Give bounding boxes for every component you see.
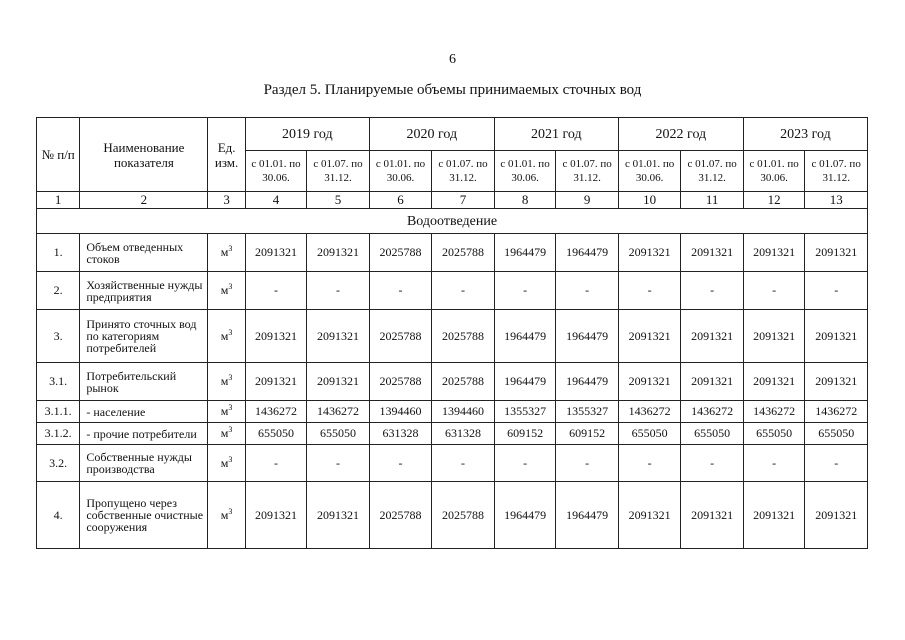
value-cell: 655050 [743,423,805,445]
value-cell: 655050 [245,423,307,445]
unit-superscript: 3 [228,506,233,516]
unit-superscript: 3 [228,373,233,382]
row-name: Объем отведенных стоков [80,234,208,272]
value-cell: 2091321 [743,310,805,363]
unit-base: м [220,404,229,418]
value-cell: - [245,272,307,310]
value-cell: - [245,445,307,482]
value-cell: 2091321 [245,363,307,401]
column-number: 5 [307,192,370,209]
value-cell: - [494,445,556,482]
year-header-row [37,118,868,151]
value-cell: 2091321 [743,482,805,549]
value-cell: - [556,272,619,310]
column-number: 6 [369,192,432,209]
value-cell: 1964479 [494,482,556,549]
column-number: 8 [494,192,556,209]
header-period: с 01.01. по 30.06. [618,151,681,192]
table-row [37,272,868,310]
value-cell: 2091321 [307,234,370,272]
unit-base: м [220,283,229,297]
row-name: Потребительский рынок [80,363,208,401]
value-cell: 1964479 [556,310,619,363]
value-cell: - [805,272,868,310]
row-number: 3.2. [37,445,80,482]
value-cell: - [743,272,805,310]
value-cell: 1964479 [556,234,619,272]
value-cell: 2091321 [681,234,744,272]
row-number: 3.1. [37,363,80,401]
column-number: 13 [805,192,868,209]
value-cell: 655050 [681,423,744,445]
column-number: 11 [681,192,744,209]
header-period: с 01.07. по 31.12. [556,151,619,192]
row-number: 3.1.1. [37,401,80,423]
column-number: 4 [245,192,307,209]
section-title: Раздел 5. Планируемые объемы принимаемых сточных вод [263,82,642,98]
header-year: 2021 год [494,118,618,151]
value-cell: 1436272 [805,401,868,423]
header-period: с 01.01. по 30.06. [369,151,432,192]
row-unit [208,445,245,482]
unit-base: м [220,455,229,470]
row-name: - прочие потребители [80,423,208,445]
value-cell: 2091321 [245,482,307,549]
value-cell: 1394460 [432,401,495,423]
header-year: 2022 год [618,118,743,151]
row-number: 1. [37,234,80,272]
table-row [37,401,868,423]
header-year: 2020 год [369,118,494,151]
row-name: Принято сточных вод по категориям потребителей [80,310,208,363]
value-cell: 2025788 [432,482,495,549]
row-name: - население [80,401,208,423]
value-cell: 2091321 [245,310,307,363]
value-cell: - [432,272,495,310]
column-number: 2 [80,192,208,209]
column-number: 12 [743,192,805,209]
value-cell: 2091321 [681,363,744,401]
value-cell: 2091321 [307,482,370,549]
row-name: Пропущено через собственные очистные сооружения [80,482,208,549]
wastewater-volume-table [36,117,868,549]
value-cell: - [307,445,370,482]
value-cell: - [369,272,432,310]
header-num: № п/п [37,118,80,192]
value-cell: 2091321 [245,234,307,272]
value-cell: 631328 [369,423,432,445]
value-cell: 1355327 [494,401,556,423]
page-number: 6 [449,52,456,67]
value-cell: - [369,445,432,482]
column-number-row [37,192,868,209]
header-period: с 01.07. по 31.12. [432,151,495,192]
row-unit [208,234,245,272]
row-unit [208,363,245,401]
unit-superscript: 3 [228,282,233,291]
row-number: 4. [37,482,80,549]
value-cell: 2091321 [618,363,681,401]
column-number: 10 [618,192,681,209]
value-cell: 2091321 [307,310,370,363]
row-unit [208,482,245,549]
table-row [37,445,868,482]
row-name: Собственные нужды производства [80,445,208,482]
value-cell: 609152 [556,423,619,445]
value-cell: 2091321 [805,482,868,549]
value-cell: 2025788 [432,363,495,401]
value-cell: 1436272 [245,401,307,423]
unit-base: м [220,426,229,440]
value-cell: 2025788 [369,363,432,401]
header-unit: Ед. изм. [208,118,245,192]
header-year: 2019 год [245,118,369,151]
column-number: 7 [432,192,495,209]
value-cell: - [307,272,370,310]
unit-base: м [220,507,229,522]
value-cell: 655050 [805,423,868,445]
value-cell: 2091321 [805,310,868,363]
unit-base: м [220,245,229,259]
row-number: 2. [37,272,80,310]
value-cell: 1964479 [494,363,556,401]
value-cell: 1436272 [618,401,681,423]
unit-superscript: 3 [228,425,233,434]
header-name: Наименование показателя [80,118,208,192]
value-cell: 2025788 [432,310,495,363]
unit-superscript: 3 [228,403,233,412]
value-cell: - [432,445,495,482]
value-cell: 1355327 [556,401,619,423]
value-cell: 655050 [618,423,681,445]
value-cell: 2091321 [618,310,681,363]
row-unit [208,423,245,445]
table-row [37,234,868,272]
unit-base: м [220,374,229,388]
column-number: 3 [208,192,245,209]
value-cell: - [494,272,556,310]
column-number: 1 [37,192,80,209]
row-unit [208,401,245,423]
unit-superscript: 3 [228,454,233,464]
unit-superscript: 3 [228,244,233,253]
row-unit [208,310,245,363]
unit-superscript: 3 [228,327,233,337]
value-cell: 1394460 [369,401,432,423]
header-year: 2023 год [743,118,867,151]
row-number: 3.1.2. [37,423,80,445]
section-row [37,209,868,234]
value-cell: 1964479 [494,234,556,272]
header-period: с 01.07. по 31.12. [681,151,744,192]
value-cell: 609152 [494,423,556,445]
value-cell: - [556,445,619,482]
header-period: с 01.01. по 30.06. [494,151,556,192]
row-unit [208,272,245,310]
value-cell: 655050 [307,423,370,445]
value-cell: 1964479 [556,482,619,549]
header-period: с 01.01. по 30.06. [743,151,805,192]
table-row [37,423,868,445]
value-cell: 2025788 [369,234,432,272]
value-cell: 2091321 [681,482,744,549]
value-cell: 2091321 [681,310,744,363]
header-period: с 01.07. по 31.12. [805,151,868,192]
value-cell: 2025788 [369,310,432,363]
value-cell: - [681,272,744,310]
value-cell: 2091321 [618,234,681,272]
table-row [37,363,868,401]
value-cell: 2091321 [743,363,805,401]
row-name: Хозяйственные нужды предприятия [80,272,208,310]
value-cell: 2091321 [307,363,370,401]
value-cell: - [618,272,681,310]
header-period: с 01.07. по 31.12. [307,151,370,192]
value-cell: 1436272 [307,401,370,423]
value-cell: - [681,445,744,482]
row-number: 3. [37,310,80,363]
value-cell: - [743,445,805,482]
value-cell: 1436272 [681,401,744,423]
value-cell: 2091321 [743,234,805,272]
value-cell: 2025788 [432,234,495,272]
value-cell: - [805,445,868,482]
section-label: Водоотведение [37,209,868,234]
value-cell: 2091321 [618,482,681,549]
value-cell: 2091321 [805,363,868,401]
value-cell: - [618,445,681,482]
value-cell: 1436272 [743,401,805,423]
value-cell: 631328 [432,423,495,445]
header-period: с 01.01. по 30.06. [245,151,307,192]
table-row [37,482,868,549]
unit-base: м [220,328,229,343]
value-cell: 2025788 [369,482,432,549]
value-cell: 2091321 [805,234,868,272]
value-cell: 1964479 [556,363,619,401]
column-number: 9 [556,192,619,209]
value-cell: 1964479 [494,310,556,363]
table-row [37,310,868,363]
